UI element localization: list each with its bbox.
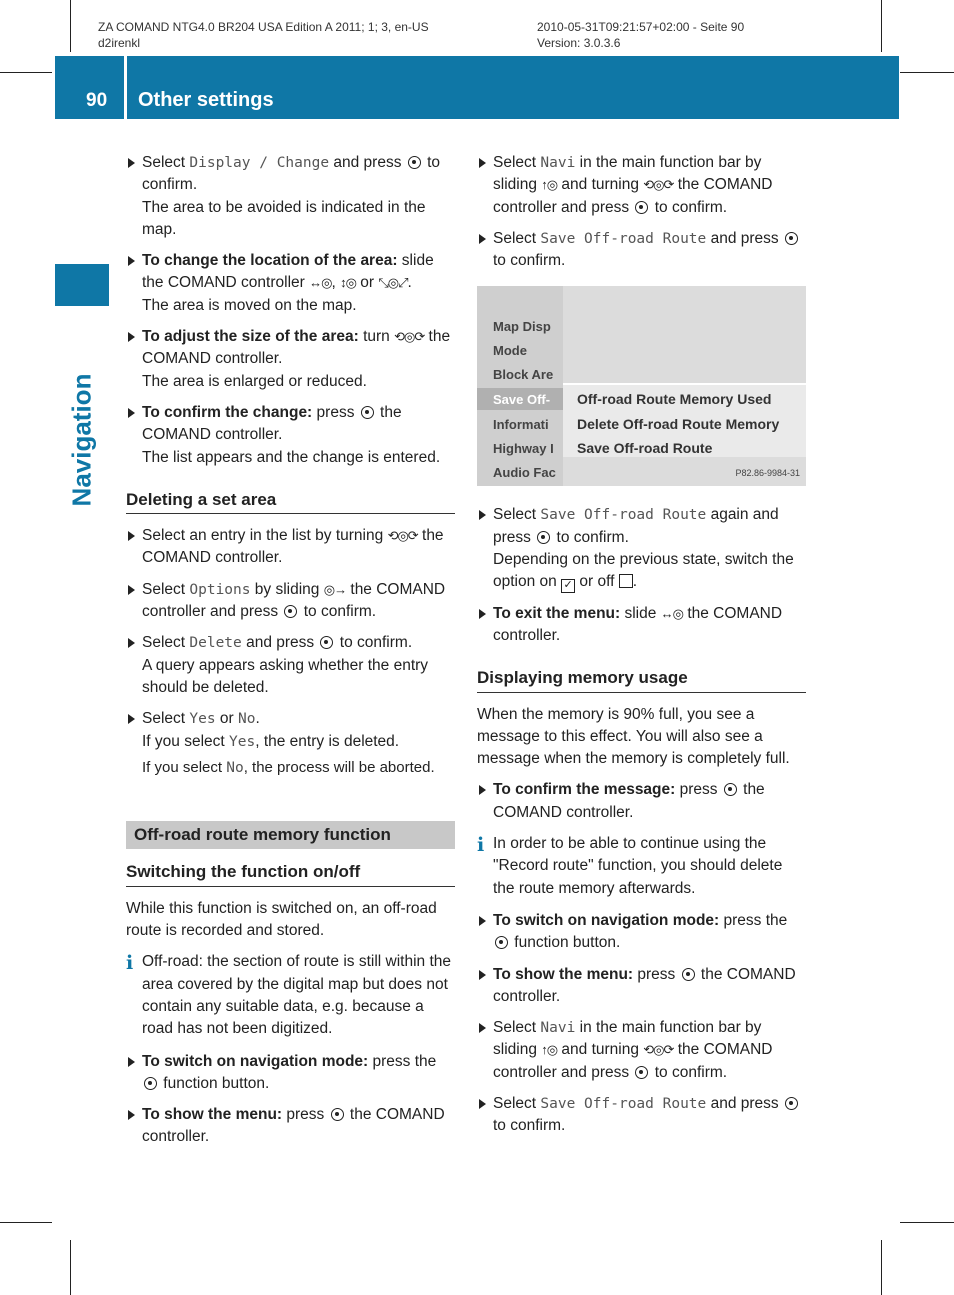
instruction-step: Select Display / Change and press to confirm. The area to be avoided is indicated in the map.: [126, 152, 455, 241]
info-icon: i: [126, 952, 134, 975]
info-note: i Off-road: the section of route is still within the area covered by the digital map but does not contain any suitable data, e.g. because a road has not been digitized.: [126, 952, 452, 1038]
crop-mark: [881, 0, 882, 52]
left-column: [126, 152, 455, 1158]
instruction-step: Select an entry in the list by turning ⟲◎⟳ the COMAND controller.: [126, 525, 455, 570]
section-heading: Deleting a set area: [126, 489, 455, 514]
instruction-step: Select Options by sliding ◎→ the COMAND controller and press to confirm.: [126, 579, 455, 624]
instruction-step: To adjust the size of the area: turn ⟲◎⟳ the COMAND controller. The area is enlarged or reduced.: [126, 326, 455, 393]
screen-submenu-option: Save Off-road Route: [577, 440, 713, 457]
crop-mark: [70, 1240, 71, 1295]
checkbox-checked-icon: ✓: [561, 579, 575, 593]
image-caption-code: P82.86-9984-31: [735, 468, 800, 479]
screen-submenu-option: Delete Off-road Route Memory: [577, 416, 780, 433]
press-icon: [408, 156, 421, 169]
press-icon: [724, 783, 737, 796]
slide-left-right-icon: ↔◎: [309, 275, 332, 291]
press-icon: [785, 232, 798, 245]
screen-menu-item: Map Disp: [493, 319, 551, 335]
instruction-step: Select Yes or No. If you select Yes, the entry is deleted. If you select No, the process will be aborted.: [126, 708, 455, 779]
press-icon: [361, 406, 374, 419]
screen-menu-item: Save Off-: [493, 392, 551, 408]
instruction-step: Select Save Off-road Route again and press to confirm. Depending on the previous state, switch the option on ✓ or off .: [477, 504, 806, 593]
page-number: 90: [86, 90, 108, 111]
instruction-step: Select Delete and press to confirm. A query appears asking whether the entry should be deleted.: [126, 632, 455, 699]
instruction-step: Select Save Off-road Route and press to confirm.: [477, 1093, 806, 1138]
screen-submenu-option: Off-road Route Memory Used: [577, 391, 772, 408]
crop-mark: [900, 1222, 954, 1223]
screen-menu-item: Block Are: [493, 367, 554, 383]
instruction-step: Select Navi in the main function bar by sliding ↑◎ and turning ⟲◎⟳ the COMAND controller and press to confirm.: [477, 152, 806, 219]
press-icon: [635, 201, 648, 214]
slide-up-down-icon: ↕◎: [340, 275, 356, 291]
slide-right-icon: ◎→: [323, 581, 347, 597]
checkbox-unchecked-icon: [619, 574, 633, 588]
body-paragraph: While this function is switched on, an off-road route is recorded and stored.: [126, 899, 437, 940]
print-meta-right: 2010-05-31T09:21:57+02:00 - Seite 90 Version: 3.0.3.6: [537, 20, 745, 50]
crop-mark: [0, 1222, 52, 1223]
section-heading: Switching the function on/off: [126, 861, 455, 886]
instruction-step: To show the menu: press the COMAND controller.: [126, 1104, 455, 1149]
screen-menu-item: Informati: [493, 417, 549, 433]
instruction-step: To change the location of the area: slide the COMAND controller ↔◎, ↕◎ or ⤡◎⤢. The area is moved on the map.: [126, 250, 455, 317]
instruction-step: Select Navi in the main function bar by sliding ↑◎ and turning ⟲◎⟳ the COMAND controller and press to confirm.: [477, 1017, 806, 1084]
instruction-step: To confirm the message: press the COMAND controller.: [477, 779, 806, 824]
instruction-step: To switch on navigation mode: press the function button.: [477, 910, 806, 955]
screen-menu-item: Mode: [493, 343, 527, 359]
navi-button-icon: [144, 1077, 157, 1090]
slide-left-right-icon: ↔◎: [660, 605, 684, 621]
comand-screen-image: [477, 286, 806, 486]
instruction-step: To confirm the change: press the COMAND controller. The list appears and the change is entered.: [126, 402, 455, 469]
print-meta-left: ZA COMAND NTG4.0 BR204 USA Edition A 2011; 1; 3, en-US d2irenkl: [98, 20, 429, 50]
instruction-step: To show the menu: press the COMAND controller.: [477, 964, 806, 1009]
press-icon: [537, 531, 550, 544]
slide-up-icon: ↑◎: [541, 1042, 558, 1058]
press-icon: [682, 968, 695, 981]
navi-button-icon: [495, 936, 508, 949]
info-note: i In order to be able to continue using the "Record route" function, you should delete the route memory afterwards.: [477, 834, 783, 897]
slide-up-icon: ↑◎: [541, 177, 558, 193]
press-icon: [320, 636, 333, 649]
instruction-step: Select Save Off-road Route and press to confirm.: [477, 228, 806, 273]
right-column: [477, 152, 806, 1147]
side-section-label: Navigation: [66, 373, 97, 507]
info-icon: i: [477, 834, 485, 857]
turn-icon: ⟲◎⟳: [643, 177, 674, 193]
slide-diagonal-icon: ⤡◎⤢: [378, 275, 408, 291]
instruction-step: To exit the menu: slide ↔◎ the COMAND controller.: [477, 603, 806, 648]
turn-icon: ⟲◎⟳: [387, 528, 418, 544]
turn-icon: ⟲◎⟳: [643, 1042, 674, 1058]
header-divider: [124, 56, 127, 119]
press-icon: [635, 1066, 648, 1079]
screen-menu-item: Highway I: [493, 441, 554, 457]
side-tab-block: [55, 264, 109, 306]
instruction-step: To switch on navigation mode: press the function button.: [126, 1051, 455, 1096]
crop-mark: [0, 72, 52, 73]
press-icon: [284, 605, 297, 618]
screen-menu-item: Audio Fac: [493, 465, 556, 481]
crop-mark: [881, 1240, 882, 1295]
press-icon: [331, 1108, 344, 1121]
crop-mark: [900, 72, 954, 73]
body-paragraph: When the memory is 90% full, you see a message to this effect. You will also see a message when the memory is completely full.: [477, 705, 790, 768]
section-heading: Displaying memory usage: [477, 667, 806, 692]
turn-icon: ⟲◎⟳: [394, 329, 425, 345]
page-title: Other settings: [138, 89, 274, 111]
shaded-section-title: Off-road route memory function: [126, 821, 455, 849]
press-icon: [785, 1097, 798, 1110]
crop-mark: [70, 0, 71, 52]
